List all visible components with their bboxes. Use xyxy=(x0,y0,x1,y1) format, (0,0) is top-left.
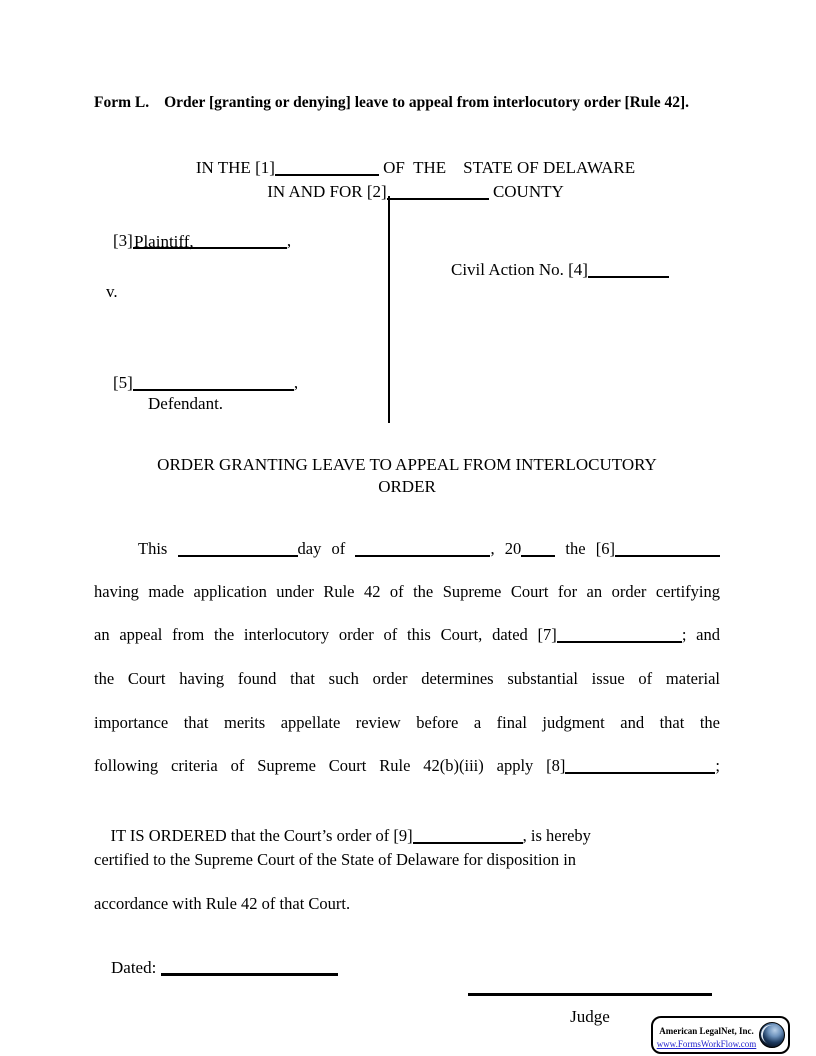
form-heading-text: Order [granting or denying] leave to appeal from interlocutory order [Rule 42]. xyxy=(164,94,690,111)
court-header-pre: IN THE [1] xyxy=(195,158,275,178)
dated-line xyxy=(94,936,338,1000)
plaintiff-field-suffix: , xyxy=(286,231,292,251)
blank-month[interactable] xyxy=(355,553,490,557)
body-line-8: certified to the Supreme Court of the State of Delaware for disposition in xyxy=(94,850,577,869)
body-text: ; and xyxy=(681,625,720,644)
civil-action-label: Civil Action No. [4] xyxy=(451,260,588,280)
order-title-line-1: ORDER GRANTING LEAVE TO APPEAL FROM INTERLOCUTORY xyxy=(157,455,657,474)
defendant-label: Defendant. xyxy=(148,394,224,413)
globe-icon xyxy=(759,1022,785,1048)
blank-field-9[interactable] xyxy=(413,840,523,844)
body-line-5: importance that merits appellate review before a final judgment and that the xyxy=(94,713,720,732)
body-text: following criteria of Supreme Court Rule 42(b)(iii) apply [8] xyxy=(94,756,566,775)
judge-label: Judge xyxy=(570,1007,610,1026)
form-heading xyxy=(94,93,689,112)
blank-field-2[interactable] xyxy=(387,196,489,200)
form-number-label: Form L. xyxy=(94,94,150,111)
order-title-line-2: ORDER xyxy=(378,477,436,496)
judge-signature-line[interactable] xyxy=(468,993,712,996)
body-line-4: the Court having found that such order determines substantial issue of material xyxy=(94,669,720,688)
body-text: IT IS ORDERED that the Court’s order of [9] xyxy=(110,825,413,845)
american-legalnet-company: American LegalNet, Inc. xyxy=(659,1026,754,1036)
body-line-6 xyxy=(94,756,720,777)
defendant-field-suffix: , xyxy=(293,373,299,393)
body-text: , is hereby xyxy=(522,825,591,845)
dated-label: Dated: xyxy=(111,958,161,978)
blank-field-6[interactable] xyxy=(615,553,720,557)
plaintiff-label: Plaintiff, xyxy=(134,232,194,251)
body-line-2: having made application under Rule 42 of the Supreme Court for an order certifying xyxy=(94,582,720,601)
body-text: day of xyxy=(297,539,356,558)
formsworkflow-link[interactable]: www.FormsWorkFlow.com xyxy=(656,1039,757,1050)
caption-divider-rule xyxy=(388,196,390,423)
body-text: , 20 xyxy=(490,539,522,558)
body-text: an appeal from the interlocutory order of this Court, dated [7] xyxy=(94,625,557,644)
plaintiff-field-label: [3] xyxy=(113,231,133,251)
body-text: the [6] xyxy=(555,539,615,558)
blank-day[interactable] xyxy=(178,553,298,557)
american-legalnet-badge xyxy=(651,1016,790,1054)
county-post: COUNTY xyxy=(488,182,564,202)
defendant-field-label: [5] xyxy=(113,373,133,393)
american-legalnet-text xyxy=(656,1020,757,1050)
county-pre: IN AND FOR [2] xyxy=(267,182,387,202)
body-text: This xyxy=(138,539,178,558)
blank-field-8[interactable] xyxy=(565,770,715,774)
body-line-9: accordance with Rule 42 of that Court. xyxy=(94,894,351,913)
body-text: ; xyxy=(715,756,720,775)
blank-field-7[interactable] xyxy=(557,639,682,643)
body-line-3 xyxy=(94,625,720,646)
blank-field-4[interactable] xyxy=(588,274,669,278)
body-line-1 xyxy=(94,539,720,560)
dated-blank[interactable] xyxy=(161,971,338,976)
civil-action-line xyxy=(434,238,669,302)
blank-year[interactable] xyxy=(521,553,555,557)
blank-field-5[interactable] xyxy=(133,387,294,391)
versus-label: v. xyxy=(106,282,118,301)
court-header-post: OF THE STATE OF DELAWARE xyxy=(378,158,636,178)
